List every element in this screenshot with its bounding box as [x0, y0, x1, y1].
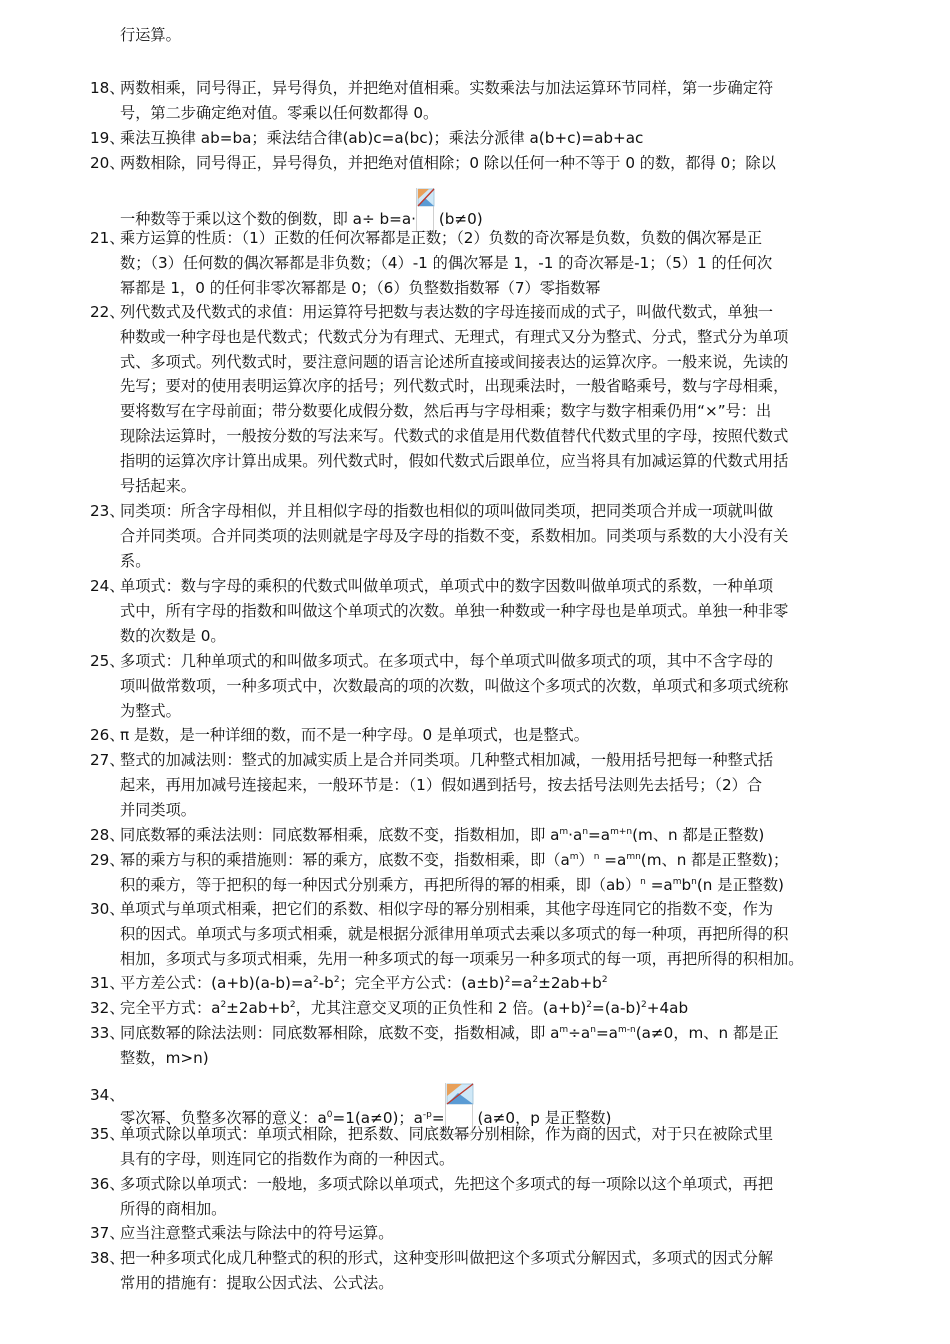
list-item-24 — [90, 574, 865, 648]
item-number: 31、 — [90, 974, 125, 992]
list-item-35 — [90, 1122, 865, 1172]
item-number: 33、 — [90, 1024, 125, 1042]
text-line: 两数相除，同号得正，异号得负，并把绝对值相除；0 除以任何一种不等于 0 的数，都得 0；除以 — [120, 154, 776, 172]
text-line: 要将数写在字母前面；带分数要化成假分数，然后再与字母相乘；数字与数字相乘仍用“×”号：出 — [120, 402, 772, 421]
list-item-30 — [90, 897, 865, 971]
item-number: 23、 — [90, 502, 125, 520]
text-line: 多项式除以单项式：一般地，多项式除以单项式，先把这个多项式的每一项除以这个单项式，再把 — [120, 1175, 774, 1193]
formula-line: 幂的乘方与积的乘措施则：幂的乘方，底数不变，指数相乘，即$(a^m)^n =a^{mn}(m$、n 都是正整数)； — [120, 851, 789, 869]
item-number: 38、 — [90, 1249, 125, 1267]
text-line: 数；（3）任何数的偶次幂都是非负数；（4）-1 的偶次幂是 1，-1 的奇次幂是-1；（5）1 的任何次 — [120, 253, 773, 272]
item-number: 29、 — [90, 851, 125, 869]
text-line: 项叫做常数项，一种多项式中，次数最高的项的次数，叫做这个多项式的次数，单项式和多项式统称 — [120, 676, 789, 695]
item-number: 32、 — [90, 999, 125, 1017]
text-line: 具有的字母，则连同它的指数作为商的一种因式。 — [120, 1149, 455, 1168]
formula-line: 平方差公式：$(a+b)(a-b)=a^2-b^2$；完全平方公式：$(a\pm b)^2=a^2\pm 2ab+b^2$ — [120, 974, 608, 992]
item-number: 21、 — [90, 229, 125, 247]
text-line: 乘法互换律 ab=ba；乘法结合律(ab)c=a(bc)；乘法分派律 a(b+c)=ab+ac — [120, 129, 644, 147]
text-line: 单项式：数与字母的乘积的代数式叫做单项式，单项式中的数字因数叫做单项式的系数，一种单项 — [120, 577, 774, 595]
item-number: 22、 — [90, 303, 125, 321]
item-number: 25、 — [90, 652, 125, 670]
text-line: 整数，m>n) — [120, 1048, 209, 1067]
item-number: 18、 — [90, 79, 125, 97]
item-number: 24、 — [90, 577, 125, 595]
text-line: 系。 — [120, 551, 151, 570]
item-number: 37、 — [90, 1224, 125, 1242]
list-item-23 — [90, 499, 865, 573]
list-item-21 — [90, 226, 865, 300]
text-line: 所得的商相加。 — [120, 1199, 227, 1218]
text-line: 数的次数是 0。 — [120, 626, 226, 645]
text-line: 幂都是 1，0 的任何非零次幂都是 0；（6）负整数指数幂（7）零指数幂 — [120, 278, 601, 297]
text-line: 常用的措施有：提取公因式法、公式法。 — [120, 1273, 394, 1292]
formula-line: 零次幂、负整多次幂的意义：$a^0=1(a\ne 0)$；$a^{-p}=$ (a≠0，p 是正整数) — [120, 1083, 865, 1135]
text-line: 同类项：所含字母相似，并且相似字母的指数也相似的项叫做同类项，把同类项合并成一项就叫做 — [120, 502, 774, 520]
text-line: 单项式与单项式相乘，把它们的系数、相似字母的幂分别相乘，其他字母连同它的指数不变，作为 — [120, 900, 774, 918]
text-line: 单项式除以单项式：单项式相除，把系数、同底数幂分别相除，作为商的因式，对于只在被除式里 — [120, 1125, 774, 1143]
list-item-25 — [90, 649, 865, 723]
list-item-27 — [90, 748, 865, 822]
list-item-20 — [90, 151, 865, 232]
text-line: 式中，所有字母的指数和叫做这个单项式的次数。单独一种数或一种字母也是单项式。单独一种非零 — [120, 601, 789, 620]
text-line: 号括起来。 — [120, 476, 196, 495]
text-line: 合并同类项。合并同类项的法则就是字母及字母的指数不变，系数相加。同类项与系数的大小没有关 — [120, 526, 789, 545]
text-line: 为整式。 — [120, 701, 181, 720]
item-number: 34、 — [90, 1086, 125, 1104]
text-line: 应当注意整式乘法与除法中的符号运算。 — [120, 1224, 394, 1242]
list-item-26 — [90, 723, 865, 748]
formula-line: 完全平方式：$a^2\pm 2ab+b^2$，尤其注意交叉项的正负性和 2 倍。$(a+b)^2=(a-b)^2+4ab$ — [120, 999, 689, 1017]
list-item-22 — [90, 300, 865, 498]
text-line: 把一种多项式化成几种整式的积的形式，这种变形叫做把这个多项式分解因式，多项式的因式分解 — [120, 1249, 774, 1267]
list-item-31 — [90, 971, 865, 996]
item-number: 19、 — [90, 129, 125, 147]
text-line: 积的因式。单项式与多项式相乘，就是根据分派律用单项式去乘以多项式的每一种项，再把所得的积 — [120, 924, 789, 943]
list-item-38 — [90, 1246, 865, 1296]
list-item-37 — [90, 1221, 865, 1246]
formula-line: 同底数幂的除法法则：同底数幂相除，底数不变，指数相减，即 $a^m\div a^n=a^{m-n}(a\ne 0$，m、n 都是正 — [120, 1024, 779, 1042]
text-line: 种数或一种字母也是代数式；代数式分为有理式、无理式，有理式又分为整式、分式，整式分为单项 — [120, 327, 789, 346]
text-line: 列代数式及代数式的求值：用运算符号把数与表达数的字母连接而成的式子，叫做代数式，单独一 — [120, 303, 774, 321]
item-number: 28、 — [90, 826, 125, 844]
list-item-28 — [90, 823, 865, 848]
text-line: 多项式：几种单项式的和叫做多项式。在多项式中，每个单项式叫做多项式的项，其中不含字母的 — [120, 652, 774, 670]
text-line: 式、多项式。列代数式时，要注意问题的语言论述所直接或间接表达的运算次序。一般来说，先读的 — [120, 352, 789, 371]
item-number: 36、 — [90, 1175, 125, 1193]
text-line: 现除法运算时，一般按分数的写法来写。代数式的求值是用代数值替代代数式里的字母，按照代数式 — [120, 426, 789, 445]
text-line: π 是数，是一种详细的数，而不是一种字母。0 是单项式，也是整式。 — [120, 726, 589, 744]
text-line: 整式的加减法则：整式的加减实质上是合并同类项。几种整式相加减，一般用括号把每一种整式括 — [120, 751, 774, 769]
list-item-19 — [90, 126, 865, 151]
formula-line: 积的乘方，等于把积的每一种因式分别乘方，再把所得的幂的相乘，即$(ab)^n =a^mb^n(n$ 是正整数) — [120, 875, 784, 894]
text-line: 先写；要对的使用表明运算次序的括号；列代数式时，出现乘法时，一般省略乘号，数与字母相乘， — [120, 377, 789, 396]
formula-line: 同底数幂的乘法法则：同底数幂相乘，底数不变，指数相加，即 $a^m\cdot a^n=a^{m+n}(m$、n 都是正整数) — [120, 826, 765, 844]
text-line: 指明的运算次序计算出成果。列代数式时，假如代数式后跟单位，应当将具有加减运算的代数式用括 — [120, 451, 789, 470]
list-item-18 — [90, 76, 865, 126]
item-number: 27、 — [90, 751, 125, 769]
list-item-32 — [90, 996, 865, 1021]
continued-text: 行运算。 — [120, 26, 181, 44]
text-line: 乘方运算的性质：（1）正数的任何次幂都是正数；（2）负数的奇次幂是负数，负数的偶次幂是正 — [120, 229, 763, 247]
text-line: 并同类项。 — [120, 800, 196, 819]
item-number: 26、 — [90, 726, 125, 744]
text-line: 相加，多项式与多项式相乘，先用一种多项式的每一项乘另一种多项式的每一项，再把所得的积相加。 — [120, 949, 804, 968]
item-number: 20、 — [90, 154, 125, 172]
list-item-36 — [90, 1172, 865, 1222]
list-item-33 — [90, 1021, 865, 1071]
text-line: 号，第二步确定绝对值。零乘以任何数都得 0。 — [120, 103, 439, 122]
list-item-29 — [90, 848, 865, 898]
text-line: 一种数等于乘以这个数的倒数，即 a÷ b=a· (b≠0) — [120, 188, 865, 232]
item-number: 35、 — [90, 1125, 125, 1143]
text-line: 起来，再用加减号连接起来，一般环节是：（1）假如遇到括号，按去括号法则先去括号；（2）合 — [120, 775, 763, 794]
text-line: 两数相乘，同号得正，异号得负，并把绝对值相乘。实数乘法与加法运算环节同样，第一步确定符 — [120, 79, 774, 97]
item-number: 30、 — [90, 900, 125, 918]
